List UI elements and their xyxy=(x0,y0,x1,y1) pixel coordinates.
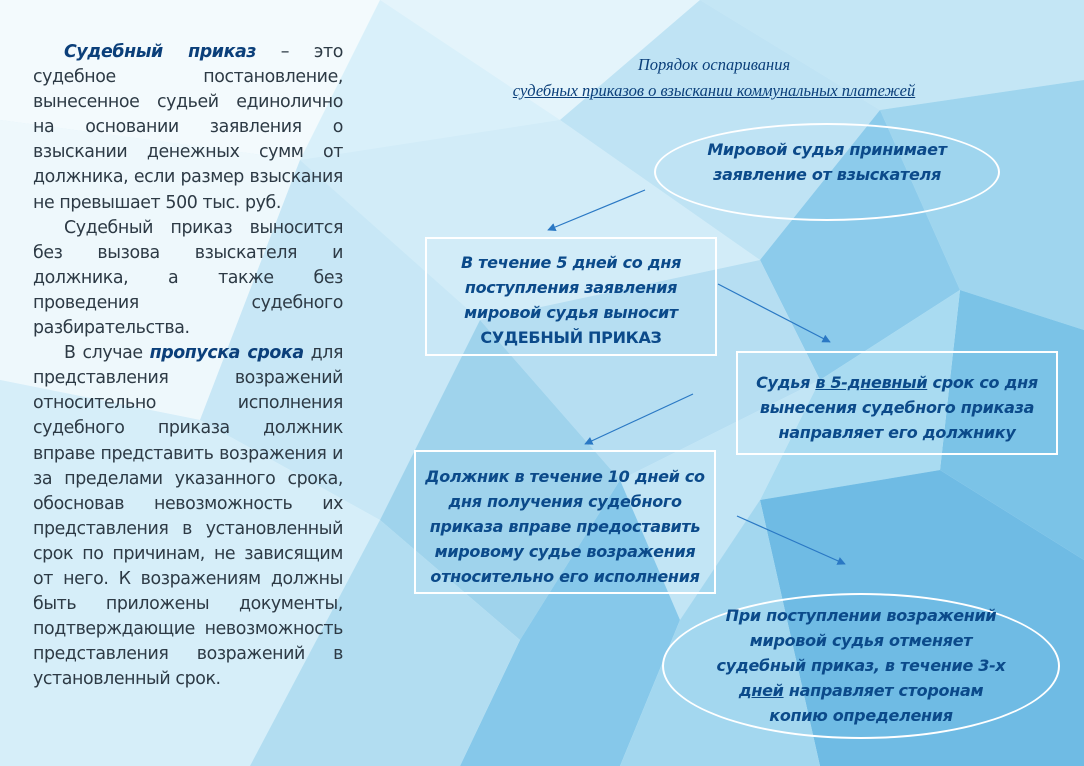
term-court-order: Судебный приказ xyxy=(64,42,257,62)
step-issue-order: В течение 5 дней со дня поступления заявления мировой судья выносит СУДЕБНЫЙ ПРИКАЗ xyxy=(425,237,717,356)
term-missed-deadline: пропуска срока xyxy=(149,343,304,364)
paragraph-deadline: В случае пропуска срока для представления возражений относительно исполнения судебного приказа должник вправе представить возражения и за пределами указанного срока, обосновав невозможность их представления в установленный срок по причинам, не зависящим от него. К возражениям должны быть приложены документы, подтверждающие невозможность представления возражений в установленный срок. xyxy=(33,343,344,690)
paragraph-definition: Судебный приказ – это судебное постановление, вынесенное судьей единолично на основании заявления о взыскании денежных сумм от должника, если размер взыскания не превышает 500 тыс. руб. xyxy=(33,42,343,213)
paragraph-no-hearing: Судебный приказ выносится без вызова взыскателя и должника, а также без проведения судебного разбирательства. xyxy=(33,217,343,339)
step-send-to-debtor: Судья в 5-дневный срок со дня вынесения судебного приказа направляет его должнику xyxy=(736,351,1058,455)
step-debtor-objections: Должник в течение 10 дней со дня получения судебного приказа вправе предоставить мировому судье возражения относительно его исполнения xyxy=(414,450,716,594)
step-order-cancelled: При поступлении возражений мировой судья отменяет судебный приказ, в течение 3-х дней направляет сторонам копию определения xyxy=(662,593,1060,739)
flow-title: Порядок оспаривания судебных приказов о взыскании коммунальных платежей xyxy=(512,55,916,100)
step-judge-accepts: Мировой судья принимает заявление от взыскателя xyxy=(654,123,1000,221)
left-text-column xyxy=(33,40,343,692)
